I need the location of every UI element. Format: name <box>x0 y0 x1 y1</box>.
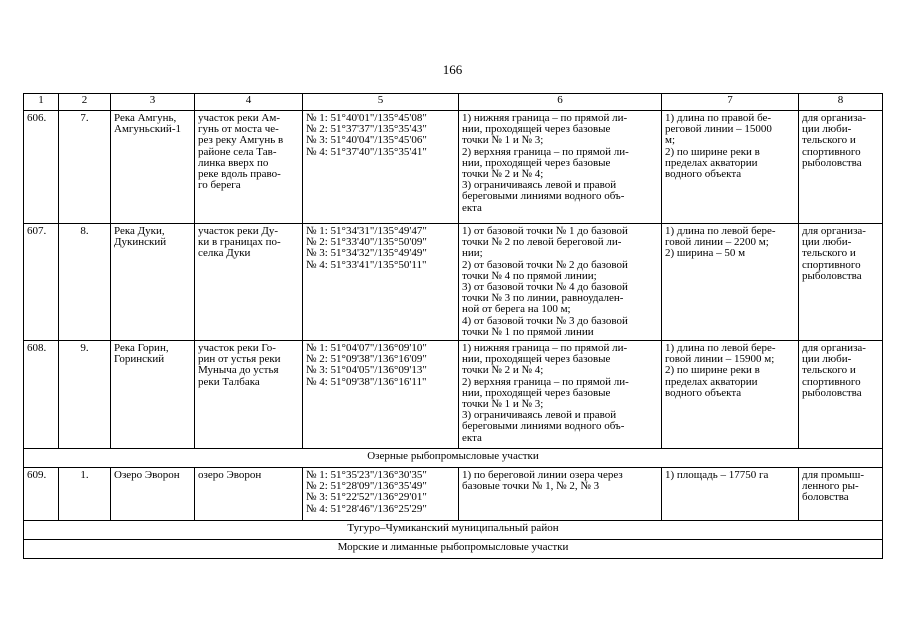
row-number: 609. <box>24 468 59 521</box>
local-number: 1. <box>59 468 111 521</box>
page-number: 166 <box>442 62 463 77</box>
local-number: 8. <box>59 224 111 341</box>
table-row <box>24 468 883 521</box>
section-row-sea <box>24 540 883 559</box>
header-col-1: 1 <box>24 94 59 111</box>
purpose: для организа- ции люби- тельского и спортивного рыболовства <box>799 341 883 449</box>
header-col-6: 6 <box>459 94 662 111</box>
header-col-8: 8 <box>799 94 883 111</box>
purpose: для организа- ции люби- тельского и спортивного рыболовства <box>799 224 883 341</box>
dimensions: 1) длина по левой бере- говой линии – 15900 м; 2) по ширине реки в пределах акватории водного объекта <box>662 341 799 449</box>
header-col-3: 3 <box>111 94 195 111</box>
purpose: для промыш- ленного ры- боловства <box>799 468 883 521</box>
boundaries: 1) по береговой линии озера через базовые точки № 1, № 2, № 3 <box>459 468 662 521</box>
boundaries: 1) от базовой точки № 1 до базовой точки № 2 по левой береговой ли- нии; 2) от базовой точки № 2 до базовой точки № 4 по прямой линии; 3) от базовой точки № 4 до базовой точки № 3 по линии, равноудален- ной от берега на 100 м; 4) от базовой точки № 3 до базовой точки № 1 по прямой линии <box>459 224 662 341</box>
base-points: № 1: 51°40'01"/135°45'08" № 2: 51°37'37"/135°35'43" № 3: 51°40'04"/135°45'06" № 4: 51°37'40"/135°35'41" <box>303 111 459 224</box>
table-row <box>24 111 883 224</box>
base-points: № 1: 51°35'23"/136°30'35" № 2: 51°28'09"/136°35'49" № 3: 51°22'52"/136°29'01" № 4: 51°28'46"/136°25'29" <box>303 468 459 521</box>
area-name: Река Амгунь, Амгуньский-1 <box>111 111 195 224</box>
section-row-lake <box>24 449 883 468</box>
section-title-district: Тугуро–Чумиканский муниципальный район <box>24 521 883 540</box>
boundaries: 1) нижняя граница – по прямой ли- нии, проходящей через базовые точки № 2 и № 4; 2) верхняя граница – по прямой ли- нии, проходящей через базовые точки № 1 и № 3; 3) ограничиваясь левой и правой береговыми линиями водного объ- екта <box>459 341 662 449</box>
section-row-district <box>24 521 883 540</box>
area-description: участок реки Ам- гунь от моста че- рез реку Амгунь в районе села Тав- линка вверх по реке вдоль право- го берега <box>195 111 303 224</box>
area-description: участок реки Ду- ки в границах по- селка Дуки <box>195 224 303 341</box>
row-number: 607. <box>24 224 59 341</box>
dimensions: 1) длина по левой бере- говой линии – 2200 м; 2) ширина – 50 м <box>662 224 799 341</box>
area-name: Река Дуки, Дукинский <box>111 224 195 341</box>
header-row <box>24 94 883 111</box>
area-description: озеро Эворон <box>195 468 303 521</box>
table-row <box>24 224 883 341</box>
section-title-sea: Морские и лиманные рыбопромысловые участки <box>24 540 883 559</box>
fishing-areas-table <box>23 93 883 559</box>
boundaries: 1) нижняя граница – по прямой ли- нии, проходящей через базовые точки № 1 и № 3; 2) верхняя граница – по прямой ли- нии, проходящей через базовые точки № 2 и № 4; 3) ограничиваясь левой и правой береговыми линиями водного объ- екта <box>459 111 662 224</box>
purpose: для организа- ции люби- тельского и спортивного рыболовства <box>799 111 883 224</box>
section-title-lake: Озерные рыбопромысловые участки <box>24 449 883 468</box>
header-col-2: 2 <box>59 94 111 111</box>
dimensions: 1) площадь – 17750 га <box>662 468 799 521</box>
header-col-5: 5 <box>303 94 459 111</box>
local-number: 9. <box>59 341 111 449</box>
base-points: № 1: 51°34'31"/135°49'47" № 2: 51°33'40"/135°50'09" № 3: 51°34'32"/135°49'49" № 4: 51°33'41"/135°50'11" <box>303 224 459 341</box>
row-number: 608. <box>24 341 59 449</box>
area-name: Озеро Эворон <box>111 468 195 521</box>
dimensions: 1) длина по правой бе- реговой линии – 15000 м; 2) по ширине реки в пределах акватории водного объекта <box>662 111 799 224</box>
header-col-7: 7 <box>662 94 799 111</box>
area-name: Река Горин, Горинский <box>111 341 195 449</box>
row-number: 606. <box>24 111 59 224</box>
local-number: 7. <box>59 111 111 224</box>
table-row <box>24 341 883 449</box>
header-col-4: 4 <box>195 94 303 111</box>
base-points: № 1: 51°04'07"/136°09'10" № 2: 51°09'38"/136°16'09" № 3: 51°04'05"/136°09'13" № 4: 51°09'38"/136°16'11" <box>303 341 459 449</box>
area-description: участок реки Го- рин от устья реки Муныча до устья реки Талбака <box>195 341 303 449</box>
